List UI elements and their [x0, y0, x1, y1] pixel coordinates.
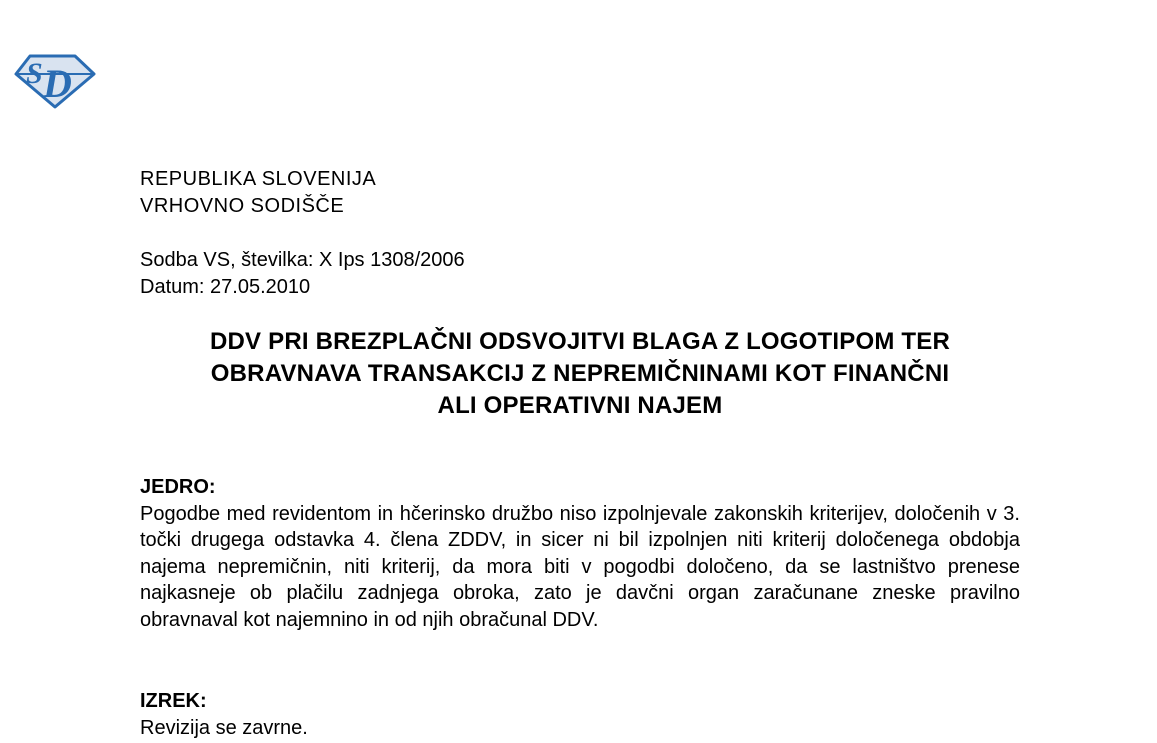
title-line-2: OBRAVNAVA TRANSAKCIJ Z NEPREMIČNINAMI KOT FINANČNI — [210, 360, 950, 387]
case-date-line: Datum: 27.05.2010 — [140, 276, 311, 298]
logo-letter-s: S — [26, 57, 43, 90]
title-line-3: ALI OPERATIVNI NAJEM — [437, 392, 723, 419]
case-info — [140, 247, 1020, 301]
court-header — [140, 166, 1020, 220]
logo-letter-d: D — [43, 61, 72, 106]
izrek-text: Revizija se zavrne. — [140, 716, 308, 739]
court-logo-icon — [13, 52, 97, 110]
izrek-label: IZREK: — [140, 690, 207, 712]
title-line-1: DDV PRI BREZPLAČNI ODSVOJITVI BLAGA Z LOGOTIPOM TER — [209, 328, 950, 355]
document-title — [140, 326, 1020, 422]
jedro-text: Pogodbe med revidentom in hčerinsko družbo niso izpolnjevale zakonskih kriterijev, določenih v 3. točki drugega odstavka 4. člena ZDDV, in sicer ni bil izpolnjen niti kriterij določenega obdobja najema nepremičnin, niti kriterij, da mora biti v pogodbi določeno, da se lastništvo prenese najkasneje ob plačilu zadnjega obroka, zato je davčni organ zaračunane zneske pravilno obravnaval kot najemnino in od njih obračunal DDV. — [140, 502, 1020, 631]
jedro-section — [140, 474, 1020, 633]
case-number-line: Sodba VS, številka: X Ips 1308/2006 — [140, 249, 465, 271]
court-name-line: VRHOVNO SODIŠČE — [140, 195, 345, 217]
jedro-label: JEDRO: — [140, 476, 216, 498]
izrek-section — [140, 688, 1020, 741]
republic-line: REPUBLIKA SLOVENIJA — [140, 168, 377, 190]
